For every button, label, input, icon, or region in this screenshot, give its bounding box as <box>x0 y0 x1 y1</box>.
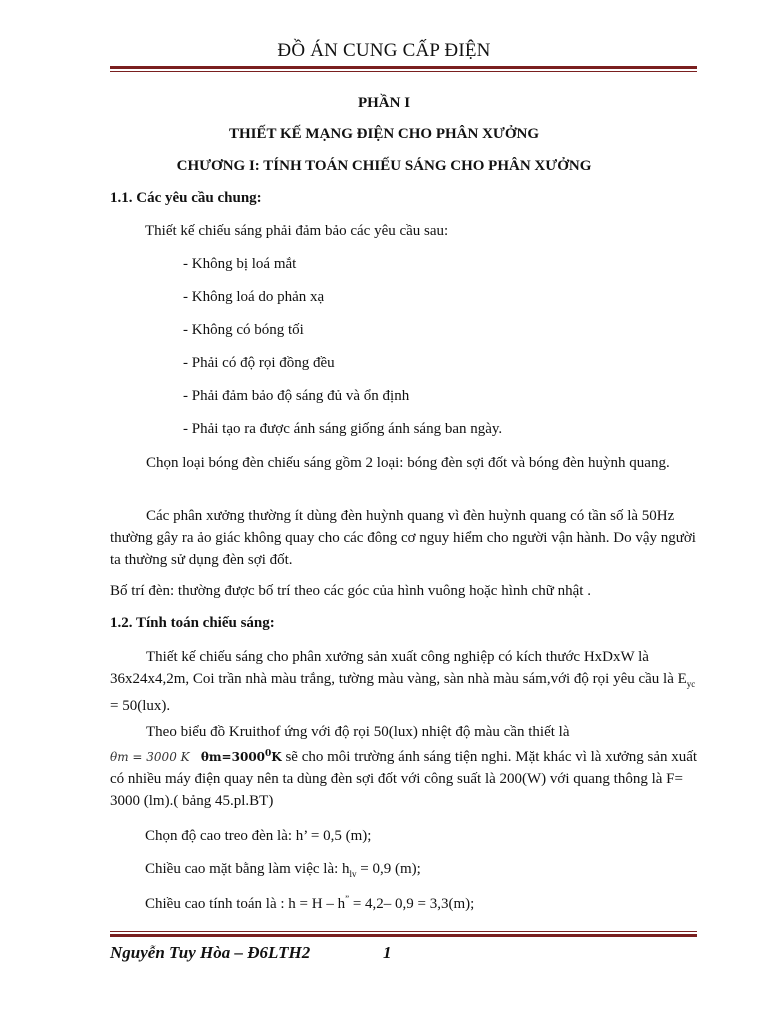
part-title: THIẾT KẾ MẠNG ĐIỆN CHO PHÂN XƯỞNG <box>228 126 540 142</box>
paragraph-lamp-types: Chọn loại bóng đèn chiếu sáng gồm 2 loại: bóng đèn sợi đốt và bóng đèn huỳnh quang. <box>146 455 670 471</box>
paragraph-kruithof-a: Theo biểu đồ Kruithof ứng với độ rọi 50(lux) nhiệt độ màu cần thiết là <box>146 724 570 740</box>
paragraph-lamp-layout: Bố trí đèn: thường được bố trí theo các góc của hình vuông hoặc hình chữ nhật . <box>110 583 591 599</box>
part-heading: PHẦN I <box>357 95 411 111</box>
section-1-2-heading: 1.2. Tính toán chiếu sáng: <box>110 615 275 631</box>
requirement-item: - Phải tạo ra được ánh sáng giống ánh sáng ban ngày. <box>183 421 503 437</box>
section-1-1-heading: 1.1. Các yêu cầu chung: <box>110 190 262 206</box>
requirement-item: - Không có bóng tối <box>183 322 304 338</box>
requirement-item: - Không loá do phản xạ <box>183 289 325 305</box>
paragraph-fluorescent-note: Các phân xưởng thường ít dùng đèn huỳnh quang vì đèn huỳnh quang có tần số là 50Hz thường gây ra ảo giác không quay cho các đông cơ nguy hiểm cho người vận hành. Do vậy người ta thường sử dụng đèn sợi đốt. <box>110 508 696 568</box>
footer-rule-thick <box>110 934 697 937</box>
formula-theta-small: θm = 3000 K <box>110 750 190 764</box>
line-lamp-height: Chọn độ cao treo đèn là: h’ = 0,5 (m); <box>145 828 372 844</box>
page-header-title: ĐỒ ÁN CUNG CẤP ĐIỆN <box>277 40 491 61</box>
paragraph-workshop-spec: Thiết kế chiếu sáng cho phân xưởng sản xuất công nghiệp có kích thước HxDxW là 36x24x4,2m, Coi trần nhà màu trắng, tường màu vàng, sàn nhà màu sám,với độ rọi yêu cầu là $E_{yc} = 50(lux)$. <box>110 649 696 714</box>
footer-rule-thin <box>110 931 697 932</box>
footer-author: Nguyễn Tuy Hòa – Đ6LTH2 <box>110 943 311 962</box>
formula-theta-bold: $\theta m=3000^0K$ <box>200 749 282 764</box>
requirement-item: - Phải có độ rọi đồng đều <box>183 355 335 371</box>
paragraph-kruithof-b: θm = 3000 K $\theta m=3000^0K$ sẽ cho môi trường ánh sáng tiện nghi. Mặt khác vì là xưởng sản xuất có nhiều máy điện quay nên ta dùng đèn sợi đốt với công suất là 200(W) với quang thông là F= 3000 (lm).( bảng 45.pl.BT) <box>110 749 698 809</box>
line-work-plane-height: Chiều cao mặt bằng làm việc là: $h_{lv} = 0,9$ (m); <box>145 861 421 879</box>
header-rule-thick <box>110 66 697 69</box>
requirement-item: - Không bị loá mắt <box>183 256 297 272</box>
line-calc-height: Chiều cao tính toán là : h = H – h” = 4,2– 0,9 = 3,3(m); <box>145 894 475 912</box>
header-rule-thin <box>110 71 697 72</box>
section-1-1-intro: Thiết kế chiếu sáng phải đảm bảo các yêu cầu sau: <box>145 223 449 239</box>
chapter-heading: CHƯƠNG I: TÍNH TOÁN CHIẾU SÁNG CHO PHÂN XƯỞNG <box>176 158 592 174</box>
page-number: 1 <box>383 943 392 962</box>
requirement-item: - Phải đảm bảo độ sáng đủ và ổn định <box>183 388 410 404</box>
